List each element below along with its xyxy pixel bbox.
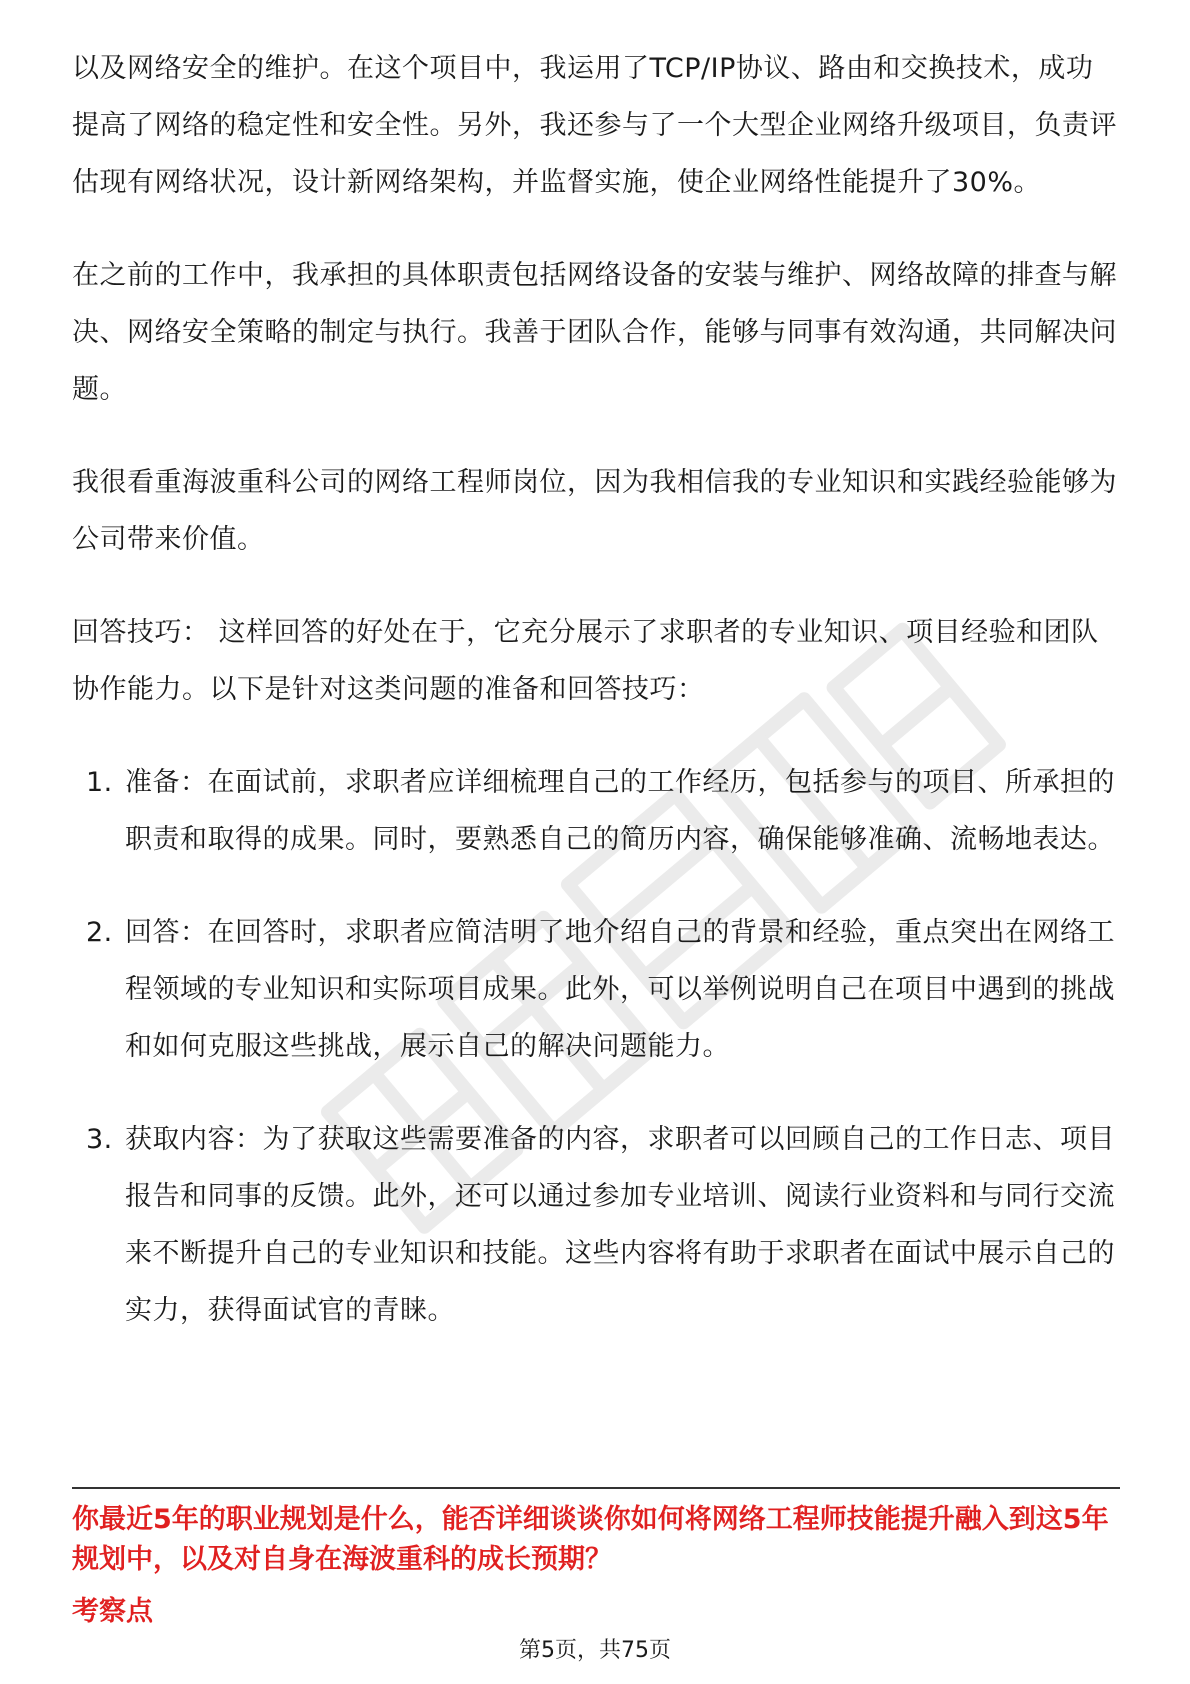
answer-paragraph-1: 以及网络安全的维护。在这个项目中，我运用了TCP/IP协议、路由和交换技术，成功提高了网络的稳定性和安全性。另外，我还参与了一个大型企业网络升级项目，负责评估现有网络状况，设计新网络架构，并监督实施，使企业网络性能提升了30%。 [72,53,1117,198]
list-item [72,1111,1118,1339]
answer-paragraph-3: 我很看重海波重科公司的网络工程师岗位，因为我相信我的专业知识和实践经验能够为公司带来价值。 [72,467,1117,555]
list-item [72,754,1118,868]
section-label: 考察点 [72,1596,153,1627]
tips-list [72,754,1118,1339]
list-item [72,904,1118,1075]
next-question-heading: 你最近5年的职业规划是什么，能否详细谈谈你如何将网络工程师技能提升融入到这5年规划中，以及对自身在海波重科的成长预期？ [72,1504,1109,1575]
list-item-text: 回答：在回答时，求职者应简洁明了地介绍自己的背景和经验，重点突出在网络工程领域的专业知识和实际项目成果。此外，可以举例说明自己在项目中遇到的挑战和如何克服这些挑战，展示自己的解决问题能力。 [125,917,1115,1062]
list-item-number: 2. [86,917,113,948]
list-item-number: 3. [86,1124,113,1155]
list-item-number: 1. [86,767,113,798]
list-item-text: 获取内容：为了获取这些需要准备的内容，求职者可以回顾自己的工作日志、项目报告和同事的反馈。此外，还可以通过参加专业培训、阅读行业资料和与同行交流来不断提升自己的专业知识和技能。这些内容将有助于求职者在面试中展示自己的实力，获得面试官的青睐。 [125,1124,1115,1326]
section-divider [72,1487,1120,1489]
page-number-footer: 第5页，共75页 [519,1638,671,1663]
answer-paragraph-2: 在之前的工作中，我承担的具体职责包括网络设备的安装与维护、网络故障的排查与解决、网络安全策略的制定与执行。我善于团队合作，能够与同事有效沟通，共同解决问题。 [72,260,1117,405]
page-body [72,40,1118,1375]
list-item-text: 准备：在面试前，求职者应详细梳理自己的工作经历，包括参与的项目、所承担的职责和取得的成果。同时，要熟悉自己的简历内容，确保能够准确、流畅地表达。 [125,767,1115,855]
answer-tips-intro: 回答技巧： 这样回答的好处在于，它充分展示了求职者的专业知识、项目经验和团队协作能力。以下是针对这类问题的准备和回答技巧： [72,617,1099,705]
